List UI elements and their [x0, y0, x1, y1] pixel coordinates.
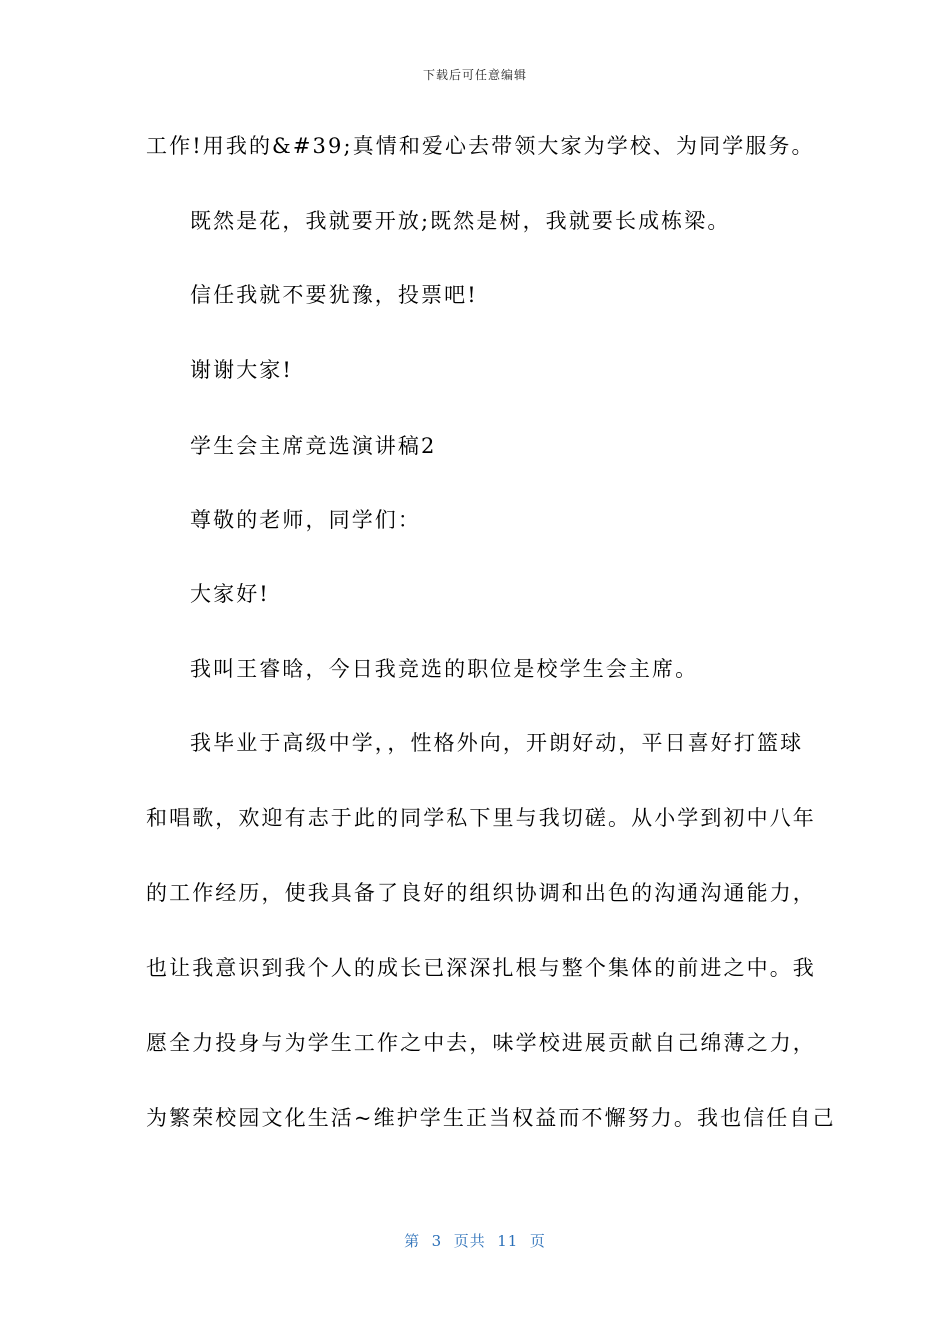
paragraph-line: 信任我就不要犹豫，投票吧!	[190, 283, 478, 307]
paragraph-line: 工作!用我的&#39;真情和爱心去带领大家为学校、为同学服务。	[146, 134, 815, 158]
page-footer: 第 3 页共 11 页	[404, 1232, 546, 1250]
paragraph-line: 大家好!	[190, 582, 270, 606]
paragraph-line: 尊敬的老师，同学们：	[190, 508, 421, 532]
paragraph-line: 也让我意识到我个人的成长已深深扎根与整个集体的前进之中。我	[146, 956, 816, 980]
paragraph-line: 既然是花，我就要开放;既然是树，我就要长成栋梁。	[190, 209, 731, 233]
paragraph-line: 愿全力投身与为学生工作之中去，味学校进展贡献自己绵薄之力，	[146, 1031, 816, 1055]
paragraph-line: 的工作经历，使我具备了良好的组织协调和出色的沟通沟通能力，	[146, 881, 816, 905]
paragraph-line: 我叫王睿晗，今日我竞选的职位是校学生会主席。	[190, 657, 699, 681]
header-note: 下载后可任意编辑	[422, 68, 527, 82]
paragraph-line: 我毕业于高级中学，，性格外向，开朗好动，平日喜好打篮球	[190, 731, 804, 755]
paragraph-line: 为繁荣校园文化生活~维护学生正当权益而不懈努力。我也信任自己	[146, 1106, 836, 1130]
section-heading: 学生会主席竞选演讲稿2	[190, 434, 437, 458]
paragraph-line: 谢谢大家!	[190, 358, 293, 382]
paragraph-line: 和唱歌，欢迎有志于此的同学私下里与我切磋。从小学到初中八年	[146, 806, 816, 830]
